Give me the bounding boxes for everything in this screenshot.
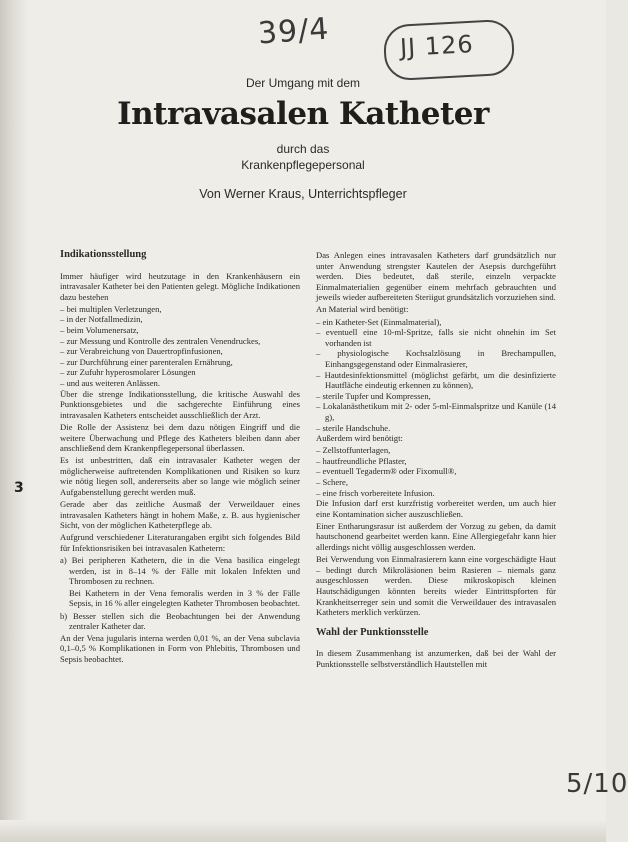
author-line: Von Werner Kraus, Unterrichtspfleger xyxy=(199,187,407,201)
handwritten-code-note: JJ 126 xyxy=(399,30,475,62)
body-paragraph: Gerade aber das zeitliche Ausmaß der Verweildauer eines intravasalen Katheters hängt in hohem Maße, z. B. aus hygienischer Sicht, von der möglichen Katheterpflege ab. xyxy=(60,499,300,531)
list-item: – und aus weiteren Anlässen. xyxy=(60,378,160,389)
left-column xyxy=(60,250,300,666)
subtitle-line-1: durch das xyxy=(276,142,330,156)
body-paragraph: Aufgrund verschiedener Literaturangaben ergibt sich folgendes Bild für Infektionsrisiken bei intravasalen Kathetern: xyxy=(60,532,300,553)
handwritten-date-note: 39/4 xyxy=(256,11,331,52)
right-column xyxy=(316,250,556,671)
list-item: – zur Messung und Kontrolle des zentralen Venendruckes, xyxy=(60,335,261,346)
material-lead: An Material wird benötigt: xyxy=(316,304,409,315)
list-item: – beim Volumenersatz, xyxy=(60,325,139,336)
side-margin-mark: 3 xyxy=(14,480,25,496)
list-item: – zur Zufuhr hyperosmolarer Lösungen xyxy=(60,367,196,378)
list-item: – Hautdesinfektionsmittel (möglichst gefärbt, um die desinfizierte Hautfläche eindeutig erkennen zu können), xyxy=(316,369,556,391)
list-item: – Zellstoffunterlagen, xyxy=(316,445,391,456)
article-title: Intravasalen Katheter xyxy=(117,96,489,132)
list-item: – sterile Tupfer und Kompressen, xyxy=(316,390,431,401)
list-item-b: b) Besser stellen sich die Beobachtungen bei der Anwendung zentraler Katheter dar. xyxy=(60,610,300,632)
body-paragraph: Die Infusion darf erst kurzfristig vorbereitet werden, um auch hier eine Kontamination sicher auszuschließen. xyxy=(316,498,556,519)
page-bottom-edge xyxy=(0,820,606,842)
body-paragraph: Einer Entharungsrasur ist außerdem der Vorzug zu geben, da damit hautschonend gearbeitet werden kann. Eine Allergiegefahr kann hier allerdings nicht völlig ausgeschlossen werden. xyxy=(316,520,556,553)
body-paragraph: Die Rolle der Assistenz bei dem dazu nötigen Eingriff und die weitere Überwachung und Pflege des Katheters bleiben dann aber anschließend dem Krankenpflegepersonal überlassen. xyxy=(60,421,300,454)
handwritten-page-note: 5/10 xyxy=(566,769,628,799)
closing-paragraph: An der Vena jugularis interna werden 0,01 %, an der Vena subclavia 0,1–0,5 % Komplikationen in Form von Phlebitis, Thrombosen und Sepsis beobachtet. xyxy=(60,632,300,664)
indications-list xyxy=(60,304,300,389)
list-item: – zur Verabreichung von Dauertropfinfusionen, xyxy=(60,346,223,357)
list-item: – hautfreundliche Pflaster, xyxy=(316,455,407,466)
list-item-a: a) Bei peripheren Kathetern, die in die Vena basilica eingelegt werden, ist in 8–14 % der Fälle mit lokalen Infekten und Thrombosen zu rechnen. xyxy=(60,555,300,587)
materials-list xyxy=(316,317,556,434)
extra-lead: Außerdem wird benötigt: xyxy=(316,433,403,444)
list-item: – in der Notfallmedizin, xyxy=(60,314,143,325)
section-heading-indications: Indikationsstellung xyxy=(60,249,147,260)
list-item: – zur Durchführung einer parenteralen Ernährung, xyxy=(60,356,233,367)
list-item-a-continued: Bei Kathetern in der Vena femoralis werden in 3 % der Fälle Sepsis, in 16 % aller eingelegten Katheter Thrombosen beobachtet. xyxy=(69,587,300,609)
list-item: – bei multiplen Verletzungen, xyxy=(60,303,162,314)
list-item: – eventuell eine 10-ml-Spritze, falls sie nicht ohnehin im Set vorhanden ist xyxy=(316,327,556,348)
list-item: – sterile Handschuhe. xyxy=(316,422,391,433)
body-paragraph: Bei Verwendung von Einmalrasierern kann eine vorgeschädigte Haut – bedingt durch Mikroläsionen beim Rasieren – niemals ganz ausgeschlossen werden. Diese mikroskopisch kleinen Hautschädigungen könnten bereits wieder Eintrittspforten für Krankheitserreger sein und somit die Verweildauer des intravasalen Katheters merklich verkürzen. xyxy=(316,554,556,618)
list-item: – ein Katheter-Set (Einmalmaterial), xyxy=(316,316,442,327)
list-item: – Schere, xyxy=(316,476,348,487)
list-item: – eine frisch vorbereitete Infusion. xyxy=(316,487,435,498)
pre-title: Der Umgang mit dem xyxy=(245,76,361,90)
extras-list xyxy=(316,445,556,498)
list-item: – Lokalanästhetikum mit 2- oder 5-ml-Einmalspritze und Kanüle (14 g), xyxy=(316,401,556,422)
list-item: – physiologische Kochsalzlösung in Brechampullen, Einhangsgegenstand oder Einmalrasierer, xyxy=(316,348,556,369)
body-paragraph: Es ist unbestritten, daß ein intravasaler Katheter wegen der möglicherweise auftretenden Komplikationen und Risiken so kurz wie nötig liegen soll, andererseits aber so lange wie möglich seiner Aufgabenstellung gerecht werden muß. xyxy=(60,455,300,497)
closing-paragraph: In diesem Zusammenhang ist anzumerken, daß bei der Wahl der Punktionsstelle selbstverständlich Hautstellen mit xyxy=(316,648,556,669)
list-item: – eventuell Tegaderm® oder Fixomull®, xyxy=(316,466,457,477)
intro-paragraph: Das Anlegen eines intravasalen Katheters darf grundsätzlich nur unter Anwendung strengster Kautelen der Asepsis durchgeführt werden. Dies bedeutet, daß sterile, einzeln verpackte Einmalmaterialien gegenüber einem mehrfach gebrauchten und jeweils wieder aufbereiteten Steriigut grundsätzlich vorzuziehen sind. xyxy=(316,250,556,303)
subtitle-line-2: Krankenpflegepersonal xyxy=(241,158,365,172)
intro-paragraph: Immer häufiger wird heutzutage in den Krankenhäusern ein intravasaler Katheter bei den Patienten gelegt. Mögliche Indikationen dazu bestehen xyxy=(60,270,300,302)
body-paragraph: Über die strenge Indikationsstellung, die kritische Auswahl des Punktionsgebietes und die sachgerechte Einführung eines intravasalen Katheters entscheidet ausschließlich der Arzt. xyxy=(60,388,300,420)
section-heading-puncture-site: Wahl der Punktionsstelle xyxy=(316,626,429,638)
